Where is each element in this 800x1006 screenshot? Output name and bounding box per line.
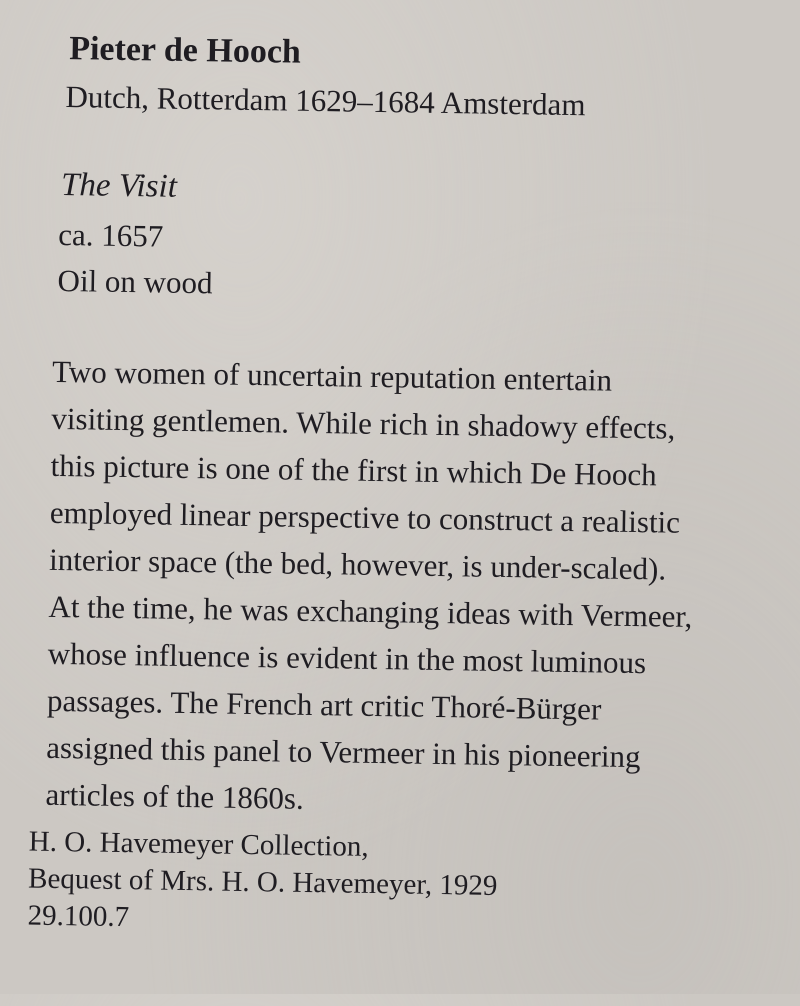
description-line: At the time, he was exchanging ideas with Vermeer, <box>48 588 693 634</box>
credit-line <box>27 824 498 942</box>
description-line: Two women of uncertain reputation entertain <box>51 353 613 398</box>
description-line: interior space (the bed, however, is under-scaled). <box>48 541 667 587</box>
description-line: assigned this panel to Vermeer in his pioneering <box>45 729 641 775</box>
collection-name: H. O. Havemeyer Collection, <box>28 825 369 863</box>
bequest-line: Bequest of Mrs. H. O. Havemeyer, 1929 <box>27 862 498 902</box>
artwork-medium: Oil on wood <box>57 262 213 301</box>
description-line: articles of the 1860s. <box>45 776 305 816</box>
artist-name: Pieter de Hooch <box>68 30 302 71</box>
description-line: visiting gentlemen. While rich in shadowy effects, <box>51 400 676 446</box>
artist-nationality-dates: Dutch, Rotterdam 1629–1684 Amsterdam <box>65 79 586 123</box>
description-line: this picture is one of the first in which De Hooch <box>50 447 657 493</box>
description-line: whose influence is evident in the most luminous <box>47 635 647 681</box>
accession-number: 29.100.7 <box>27 899 130 934</box>
description-line: passages. The French art critic Thoré-Bürger <box>46 682 602 727</box>
description-line: employed linear perspective to construct a realistic <box>49 494 681 540</box>
artwork-date: ca. 1657 <box>58 216 164 254</box>
artwork-description <box>45 348 696 828</box>
artwork-title: The Visit <box>60 166 178 205</box>
